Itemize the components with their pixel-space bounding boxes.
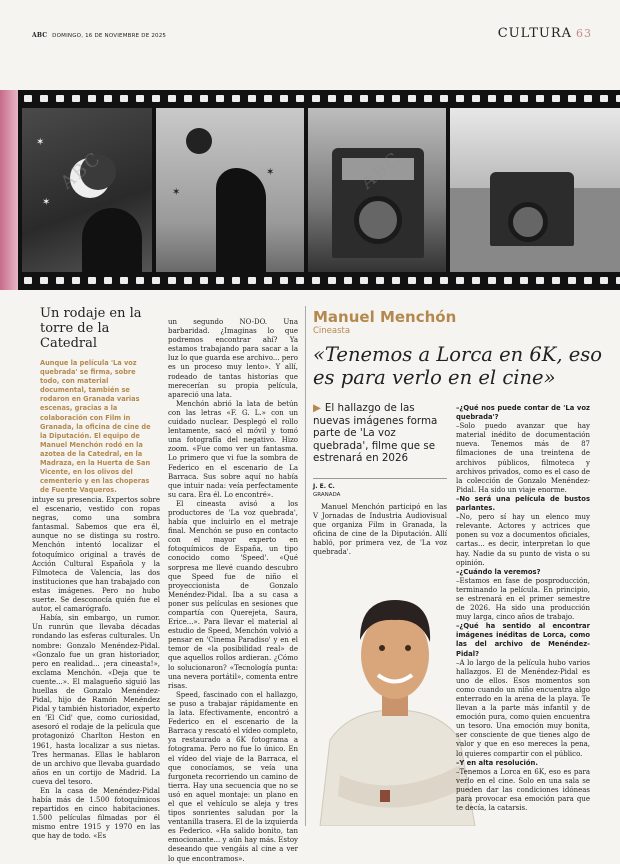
- interview-headline: «Tenemos a Lorca en 6K, eso es para verlo en el cine»: [313, 343, 603, 389]
- film-frame-2: [156, 108, 304, 272]
- question: –¿Qué ha sentido al encontrar imágenes inéditas de Lorca, como las del archivo de Menéndez-Pidal?: [456, 622, 590, 658]
- sprocket-hole: [56, 277, 64, 284]
- page-number: 63: [576, 27, 592, 40]
- article-column-1: [32, 496, 160, 842]
- paragraph: El cineasta avisó a los productores de 'La voz quebrada', había que incluirlo en el metraje final. Menchón se puso en contacto con el mayor experto en fotoquímicos de España, un tipo conocido como 'Speed'. «Qué sorpresa me llevé cuando descubro que Speed fue de niño el proyeccionista de Gonzalo Menéndez-Pidal. Iba a su casa a poner sus películas en sesiones que compartía con Querejeta, Saura, Erice...». Para llevar el material al estudio de Speed, Menchón volvió a pensar en 'Cinema Paradiso' y en el temor de «la posibilidad real» de que aquellos rollos ardieran. ¿Cómo lo solucionaron? «Tecnología punta: una nevera portátil», comenta entre risas.: [168, 499, 298, 690]
- sprocket-hole: [424, 95, 432, 102]
- sprocket-hole: [440, 277, 448, 284]
- sprocket-hole: [600, 95, 608, 102]
- section-name: CULTURA: [497, 26, 572, 41]
- byline-place: GRANADA: [313, 492, 341, 498]
- article-column-2: [168, 318, 298, 864]
- sidebar-lead: Aunque la película 'La voz quebrada' se firma, sobre todo, con material documental, también se rodaron en Granada varias escenas, gracias a la colaboración con Film in Granada, la oficina de cine de la Diputación. El equipo de Manuel Menchón rodó en la azotea de la Catedral, en la Madraza, en la Huerta de San Vicente, en los olivos del cementerio y en las choperas de Fuente Vaqueros.: [40, 359, 151, 495]
- portrait-photo: [310, 560, 480, 826]
- sprocket-hole: [136, 277, 144, 284]
- sprocket-hole: [424, 277, 432, 284]
- sprocket-hole: [440, 95, 448, 102]
- sprocket-hole: [40, 277, 48, 284]
- paragraph: Speed, fascinado con el hallazgo, se puso a trabajar rápidamente en la lata. Efectivamente, encontró a Federico en el escenario de la Barraca y rescató el vídeo completo, ya restaurado a 6K fotograma a fotograma. Pero no fue lo único. En el vídeo del viaje de la Barraca, el que conocíamos, se veía una furgoneta recorriendo un camino de tierra. Hay una secuencia que no se usó en aquel montaje: un plano en el que el vehículo se aleja y tres tipos sonrientes saludan por la ventanilla trasera. El de la izquierda es Federico. «Ha salido bonito, tan emocionante... y aún hay más. Estoy deseando que vengáis al cine a ver lo que encontramos».: [168, 690, 298, 863]
- sprocket-hole: [312, 277, 320, 284]
- star-icon: ✶: [42, 197, 51, 208]
- sprocket-hole: [392, 95, 400, 102]
- sprocket-hole: [376, 95, 384, 102]
- star-icon: ✶: [266, 167, 275, 178]
- film-frame-3: [308, 108, 446, 272]
- byline: [313, 478, 447, 499]
- answer: –Solo puedo avanzar que hay material inédito de documentación nueva. Tenemos más de 87 filmaciones de una treintena de archivos públicos, filmoteca y archivos privados, como es el caso de la colección de Gonzalo Menéndez-Pidal. Ha sido un viaje enorme.: [456, 422, 590, 494]
- sprocket-hole: [472, 95, 480, 102]
- sprocket-hole: [536, 95, 544, 102]
- star-icon: ✶: [172, 187, 181, 198]
- sprocket-hole: [616, 277, 620, 284]
- film-frame-1: [22, 108, 152, 272]
- sidebar-title: Un rodaje en la torre de la Catedral: [40, 306, 142, 351]
- paragraph: Había, sin embargo, un rumor. Un runrún que llevaba décadas rondando las esferas culturales. Un nombre: Gonzalo Menéndez-Pidal. «Gonzalo fue un gran historiador, pero en realidad... ¡era cineasta!», exclama Menchón. «Deja que te cuente...». El malagueño siguió las huellas de Gonzalo Menéndez-Pidal, hijo de Ramón Menéndez Pidal y también historiador, experto en 'El Cid' que, como curiosidad, asesoró el rodaje de la película que protagonizó Charlton Heston en 1961, hasta localizar a sus nietas. Tres hermanas. Ellas le hablaron de un archivo que llevaba guardado años en un cortijo de Madrid. La cueva del tesoro.: [32, 614, 160, 786]
- sprocket-hole: [216, 95, 224, 102]
- sprocket-hole: [168, 95, 176, 102]
- sprocket-hole: [568, 277, 576, 284]
- sprocket-hole: [600, 277, 608, 284]
- spare-wheel: [508, 202, 548, 242]
- sprocket-hole: [328, 95, 336, 102]
- sprocket-hole: [136, 95, 144, 102]
- sprocket-hole: [312, 95, 320, 102]
- arrow-right-icon: ▶: [313, 402, 321, 414]
- paragraph: En la casa de Menéndez-Pidal había más de 1.500 fotoquímicos repartidos en cinco habitaciones. 1.500 películas filmadas por él mismo entre 1915 y 1970 en las que hay de todo. «Es: [32, 787, 160, 841]
- sprocket-hole: [184, 277, 192, 284]
- qa-column: [456, 404, 590, 813]
- eye-right: [405, 645, 411, 651]
- sprocket-hole: [616, 95, 620, 102]
- sprocket-hole: [72, 277, 80, 284]
- moon-shape: [186, 128, 212, 154]
- byline-author: J. E. C.: [313, 483, 335, 490]
- sprocket-hole: [232, 95, 240, 102]
- sprocket-hole: [520, 95, 528, 102]
- star-icon: ✶: [36, 137, 45, 148]
- sprocket-hole: [248, 277, 256, 284]
- sprocket-hole: [264, 277, 272, 284]
- sprocket-hole: [168, 277, 176, 284]
- sprocket-hole: [504, 95, 512, 102]
- sprocket-hole: [120, 277, 128, 284]
- answer: –No, pero sí hay un elenco muy relevante. Actores y actrices que ponen su voz a documentos oficiales, cartas... es decir, interpretan lo que hay. Nadie da su punto de vista o su opinión.: [456, 513, 590, 567]
- sprocket-hole: [248, 95, 256, 102]
- page-header: [32, 26, 592, 48]
- paragraph: Manuel Menchón participó en las V Jornadas de Industria Audiovisual que organiza Film in Granada, la oficina de cine de la Diputación. Allí habló, por primera vez, de 'La voz quebrada'.: [313, 503, 447, 557]
- sprocket-hole: [328, 277, 336, 284]
- sprocket-hole: [488, 95, 496, 102]
- paragraph: un segundo NO-DO. Una barbaridad. ¿Imaginas lo que podremos encontrar ahí? Ya estamos trabajando para sacar a la luz lo que guarda ese archivo... pero es un proceso muy lento». Y allí, rodeado de tantas historias que merecerían su propia película, apareció una lata.: [168, 318, 298, 399]
- summary-text: El hallazgo de las nuevas imágenes forma parte de 'La voz quebrada', filme que se estrenará en 2026: [313, 402, 438, 464]
- sprocket-hole: [360, 95, 368, 102]
- watermark: ABC: [56, 147, 106, 194]
- interviewee-name: Manuel Menchón: [313, 308, 457, 326]
- sprocket-hole: [552, 277, 560, 284]
- sprocket-hole: [360, 277, 368, 284]
- sprocket-hole: [216, 277, 224, 284]
- eye-left: [379, 645, 385, 651]
- sprocket-hole: [88, 277, 96, 284]
- paper-name: ABC: [32, 32, 48, 39]
- interview-intro: [313, 503, 447, 558]
- sprocket-hole: [488, 277, 496, 284]
- sprocket-hole: [120, 95, 128, 102]
- sprocket-holes-bottom: [18, 274, 620, 288]
- sprocket-hole: [344, 277, 352, 284]
- section-label: [498, 26, 592, 41]
- answer: –Estamos en fase de posproducción, terminando la película. En principio, se estrenará en el primer semestre de 2026. Ha sido una producción muy larga, cinco años de trabajo.: [456, 576, 590, 622]
- watch: [380, 790, 390, 802]
- sidebar-box: [40, 306, 154, 495]
- answer: –Tenemos a Lorca en 6K, eso es para verlo en el cine. Solo en una sala se pueden dar las condiciones idóneas para provocar esa emoción para que te decía, la catarsis.: [456, 767, 590, 813]
- sprocket-hole: [552, 95, 560, 102]
- film-strip-photo: [18, 90, 620, 290]
- sprocket-hole: [152, 277, 160, 284]
- sprocket-hole: [376, 277, 384, 284]
- sprocket-hole: [24, 277, 32, 284]
- sprocket-hole: [200, 95, 208, 102]
- sprocket-hole: [40, 95, 48, 102]
- cloaked-figure: [216, 168, 266, 272]
- sprocket-hole: [344, 95, 352, 102]
- sprocket-hole: [264, 95, 272, 102]
- sprocket-hole: [184, 95, 192, 102]
- sprocket-hole: [152, 95, 160, 102]
- sprocket-hole: [536, 277, 544, 284]
- question: –¿Cuándo la veremos?: [456, 567, 541, 576]
- question: –No será una película de bustos parlantes.: [456, 494, 590, 513]
- spare-wheel: [354, 196, 402, 244]
- sprocket-hole: [392, 277, 400, 284]
- question: –¿Qué nos puede contar de 'La voz quebrada'?: [456, 404, 590, 422]
- sprocket-hole: [584, 277, 592, 284]
- sprocket-hole: [408, 277, 416, 284]
- sprocket-hole: [280, 277, 288, 284]
- cloaked-figure: [82, 208, 142, 272]
- sprocket-hole: [472, 277, 480, 284]
- sprocket-hole: [504, 277, 512, 284]
- answer: –A lo largo de la película hubo varios hallazgos. El de Menéndez-Pidal es uno de ellos. Esos momentos son como cuando un niño encuentra algo enterrado en la arena de la playa. Te llevan a la parte más infantil y de emoción pura, como quien encuentra un tesoro. Una emoción muy bonita, ser consciente de que tienes algo de valor y que en eso mereces la pena, lo quieres compartir con el público.: [456, 658, 590, 758]
- sprocket-hole: [296, 277, 304, 284]
- question: –Y en alta resolución.: [456, 758, 538, 767]
- issue-date: DOMINGO, 16 DE NOVIEMBRE DE 2025: [52, 33, 167, 39]
- interview-summary: [313, 402, 449, 465]
- paragraph: Menchón abrió la lata de betún con las letras «F. G. L.» con un cuidado nuclear. Desplegó el rollo lentamente, sacó el móvil y tomó una fotografía del negativo. Hizo zoom. «Fue como ver un fantasma. Lo primero que vi fue la sombra de Federico en el escenario de La Barraca. Sus sobre aquí no había que intuir nada: veía perfectamente su cara. Era él. Lo encontré».: [168, 399, 298, 499]
- adjacent-photo-edge: [0, 90, 18, 290]
- sprocket-holes-top: [18, 92, 620, 106]
- paragraph: intuye su presencia. Expertos sobre el escenario, vestido con ropas negras, como una sombra fantasmal. Sabemos que era él, aunque no se distinga su rostro. Menchón intentó localizar el fotoquímico original a través de Acción Cultural Española y la Filmoteca de Valencia, las dos instituciones que han trabajado con estas imágenes. Pero no hubo suerte. Se desconocía quién fue el autor, el camarógrafo.: [32, 496, 160, 614]
- sprocket-hole: [104, 95, 112, 102]
- sprocket-hole: [104, 277, 112, 284]
- sprocket-hole: [456, 95, 464, 102]
- sprocket-hole: [280, 95, 288, 102]
- sprocket-hole: [232, 277, 240, 284]
- column-divider: [305, 306, 306, 826]
- sprocket-hole: [88, 95, 96, 102]
- sprocket-hole: [296, 95, 304, 102]
- sprocket-hole: [72, 95, 80, 102]
- sprocket-hole: [24, 95, 32, 102]
- sprocket-hole: [456, 277, 464, 284]
- film-frame-4: [450, 108, 620, 272]
- sprocket-hole: [56, 95, 64, 102]
- sprocket-hole: [520, 277, 528, 284]
- sprocket-hole: [568, 95, 576, 102]
- sprocket-hole: [584, 95, 592, 102]
- sprocket-hole: [408, 95, 416, 102]
- header-left: [32, 32, 166, 39]
- interviewee-role: Cineasta: [313, 326, 351, 336]
- watermark: ABC: [356, 147, 406, 194]
- sprocket-hole: [200, 277, 208, 284]
